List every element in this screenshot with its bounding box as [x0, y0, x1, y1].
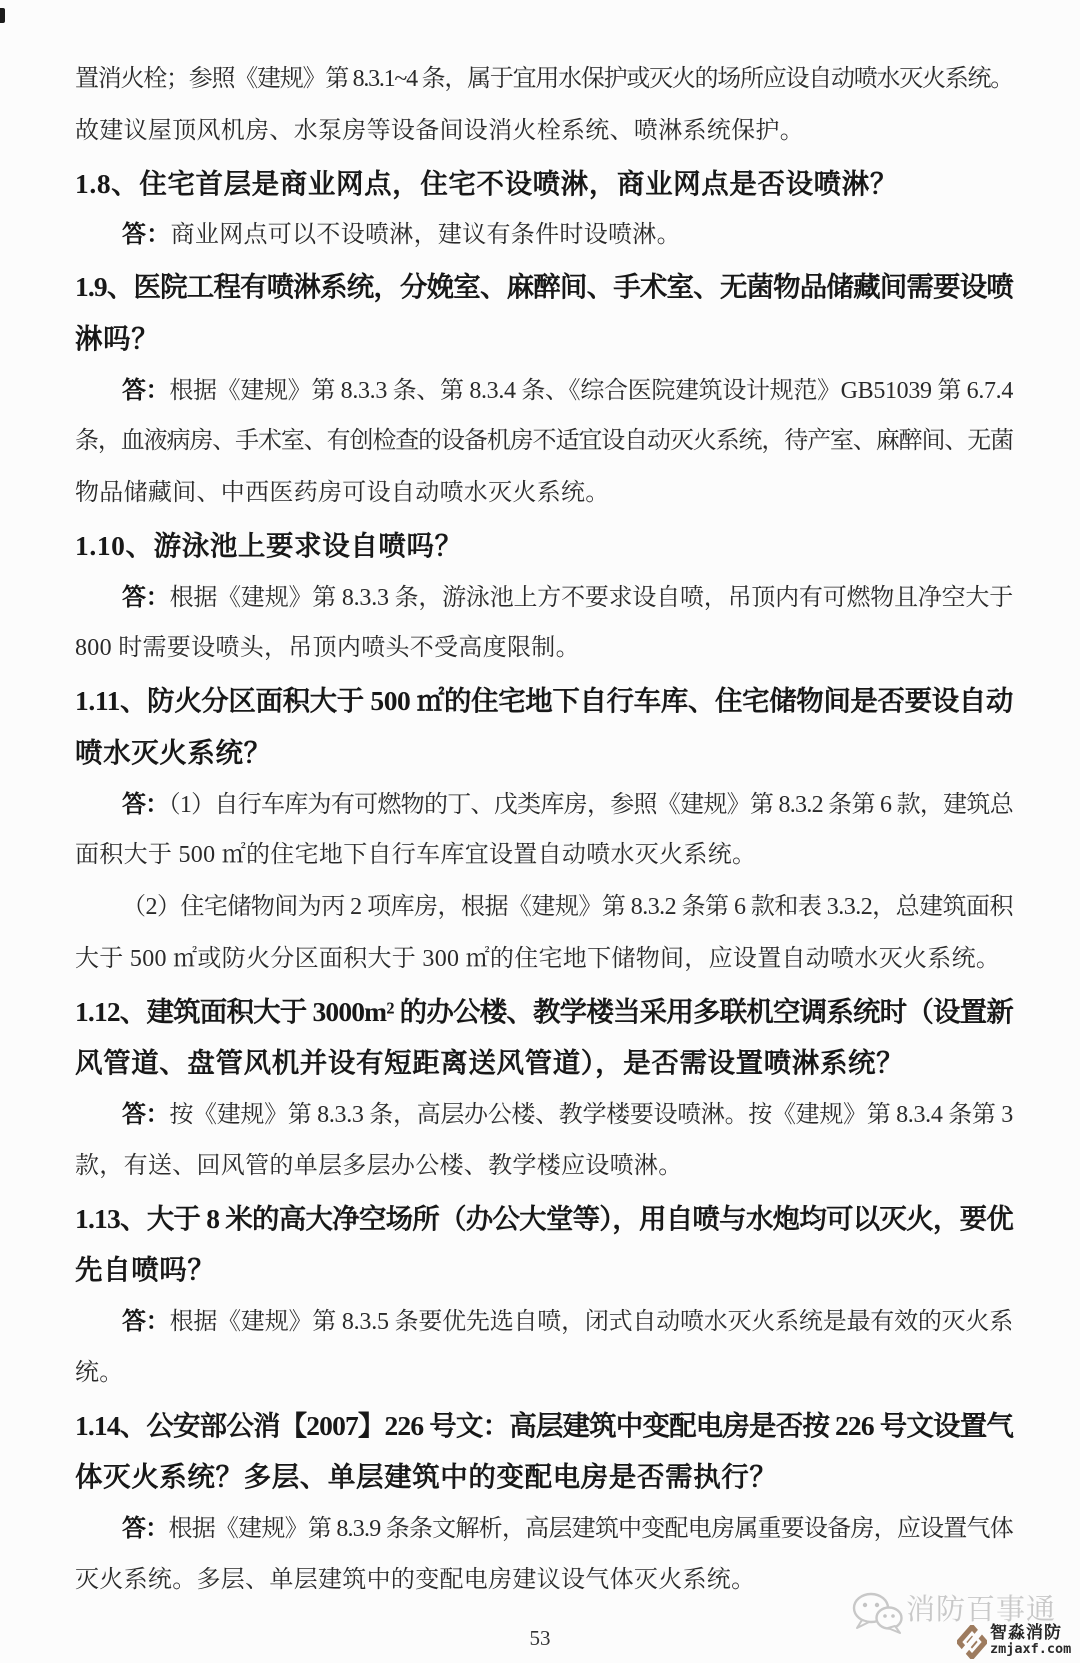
answer-label: 答： [122, 1308, 170, 1335]
line-text: 1.13、大于 8 米的高大净空场所（办公大堂等），用自喷与水炮均可以灭火，要优 [75, 1202, 1013, 1234]
line-text: 1.10、游泳池上要求设自喷吗？ [75, 529, 463, 561]
text-line [75, 106, 1013, 158]
line-text: 风管道、盘管风机并设有短距离送风管道），是否需设置喷淋系统？ [75, 1047, 905, 1079]
answer-label: 答： [122, 1101, 170, 1128]
line-text: 体灭火系统？多层、单层建筑中的变配电房是否需执行？ [75, 1461, 778, 1493]
logo-text-block [990, 1623, 1071, 1657]
answer-label: 答： [122, 376, 170, 404]
question-line [75, 261, 1013, 313]
answer-label: 答： [122, 583, 170, 611]
line-text: 根据《建规》第 8.3.5 条要优先选自喷，闭式自动喷水灭火系统是最有效的灭火系 [169, 1309, 1013, 1335]
scan-artifact-corner-mark [0, 8, 5, 23]
question-line [75, 986, 1013, 1038]
question-line [75, 520, 1013, 572]
text-line [75, 416, 1013, 468]
text-line [75, 882, 1013, 934]
line-text: 置消火栓；参照《建规》第 8.3.1~4 条，属于宜用水保护或灭火的场所应设自动喷水灭火系统。 [75, 66, 1013, 92]
line-text: 商业网点可以不设喷淋，建议有条件时设喷淋。 [170, 222, 681, 249]
text-line [75, 934, 1013, 986]
line-text: （2）住宅储物间为丙 2 项库房，根据《建规》第 8.3.2 条第 6 款和表 3.3.2，总建筑面积 [122, 894, 1013, 920]
line-text: 1.9、医院工程有喷淋系统，分娩室、麻醉间、手术室、无菌物品储藏间需要设喷 [75, 271, 1013, 302]
text-line [75, 365, 1013, 417]
question-line [75, 1451, 1013, 1503]
line-text: 1.8、住宅首层是商业网点，住宅不设喷淋，商业网点是否设喷淋？ [75, 167, 898, 199]
watermark-brand-text: 消防百事通 [906, 1594, 1057, 1626]
text-line [75, 830, 1013, 882]
text-line [75, 54, 1013, 106]
text-line [75, 468, 1013, 520]
line-text: 1.12、建筑面积大于 3000m² 的办公楼、教学楼当采用多联机空调系统时（设置新 [75, 995, 1013, 1027]
line-text: 800 时需要设喷头，吊顶内喷头不受高度限制。 [75, 635, 580, 662]
line-text: （1）自行车库为有可燃物的丁、戊类库房，参照《建规》第 8.3.2 条第 6 款，建筑总 [168, 791, 1013, 818]
question-line [75, 158, 1013, 210]
question-line [75, 727, 1013, 779]
text-line [75, 1348, 1013, 1400]
line-text: 淋吗？ [75, 322, 160, 354]
line-text: 统。 [75, 1359, 124, 1386]
line-text: 1.11、防火分区面积大于 500 ㎡的住宅地下自行车库、住宅储物间是否要设自动 [75, 685, 1013, 716]
text-line [75, 623, 1013, 675]
line-text: 故建议屋顶风机房、水泵房等设备间设消火栓系统、喷淋系统保护。 [75, 117, 804, 144]
wechat-bubbles-icon [851, 1591, 905, 1640]
line-text: 面积大于 500 ㎡的住宅地下自行车库宜设置自动喷水灭火系统。 [75, 842, 757, 869]
answer-label: 答： [122, 221, 171, 249]
diamond-logo-icon [957, 1625, 987, 1663]
line-text: 根据《建规》第 8.3.9 条条文解析，高层建筑中变配电房属重要设备房，应设置气体 [168, 1516, 1013, 1542]
line-text: 根据《建规》第 8.3.3 条，游泳池上方不要求设自喷，吊顶内有可燃物且净空大于 [169, 584, 1013, 611]
answer-label: 答： [122, 790, 169, 818]
line-text: 按《建规》第 8.3.3 条，高层办公楼、教学楼要设喷淋。按《建规》第 8.3.4 条第 3 [169, 1102, 1013, 1128]
line-text: 款，有送、回风管的单层多层办公楼、教学楼应设喷淋。 [75, 1152, 683, 1179]
page-number: 53 [529, 1626, 551, 1650]
answer-label: 答： [122, 1515, 169, 1542]
question-line [75, 675, 1013, 727]
document-lines [75, 54, 1013, 1607]
text-line [75, 1089, 1013, 1141]
line-text: 灭火系统。多层、单层建筑中的变配电房建议设气体灭火系统。 [75, 1566, 756, 1593]
text-line [75, 572, 1013, 624]
text-line [75, 1141, 1013, 1193]
line-text: 根据《建规》第 8.3.3 条、第 8.3.4 条、《综合医院建筑设计规范》GB51039 第 6.7.4 [169, 377, 1013, 404]
line-text: 喷水灭火系统？ [75, 736, 272, 768]
question-line [75, 1037, 1013, 1089]
question-line [75, 1193, 1013, 1245]
question-line [75, 313, 1013, 365]
line-text: 先自喷吗？ [75, 1254, 216, 1286]
text-line [75, 779, 1013, 831]
line-text: 大于 500 ㎡或防火分区面积大于 300 ㎡的住宅地下储物间，应设置自动喷水灭火系统。 [75, 945, 1001, 972]
text-line [75, 1503, 1013, 1555]
text-line [75, 1296, 1013, 1348]
logo-domain-text: zmjaxf.com [990, 1641, 1072, 1657]
question-line [75, 1244, 1013, 1296]
question-line [75, 1400, 1013, 1452]
text-line [75, 209, 1013, 261]
line-text: 1.14、公安部公消【2007】226 号文：高层建筑中变配电房是否按 226 号文设置气 [75, 1409, 1013, 1441]
line-text: 物品储藏间、中西医药房可设自动喷水灭火系统。 [75, 480, 610, 506]
line-text: 条，血液病房、手术室、有创检查的设备机房不适宜设自动灭火系统，待产室、麻醉间、无菌 [75, 428, 1014, 455]
logo-company-name: 智淼消防 [990, 1623, 1062, 1642]
zhimiao-logo-block [957, 1623, 1071, 1663]
